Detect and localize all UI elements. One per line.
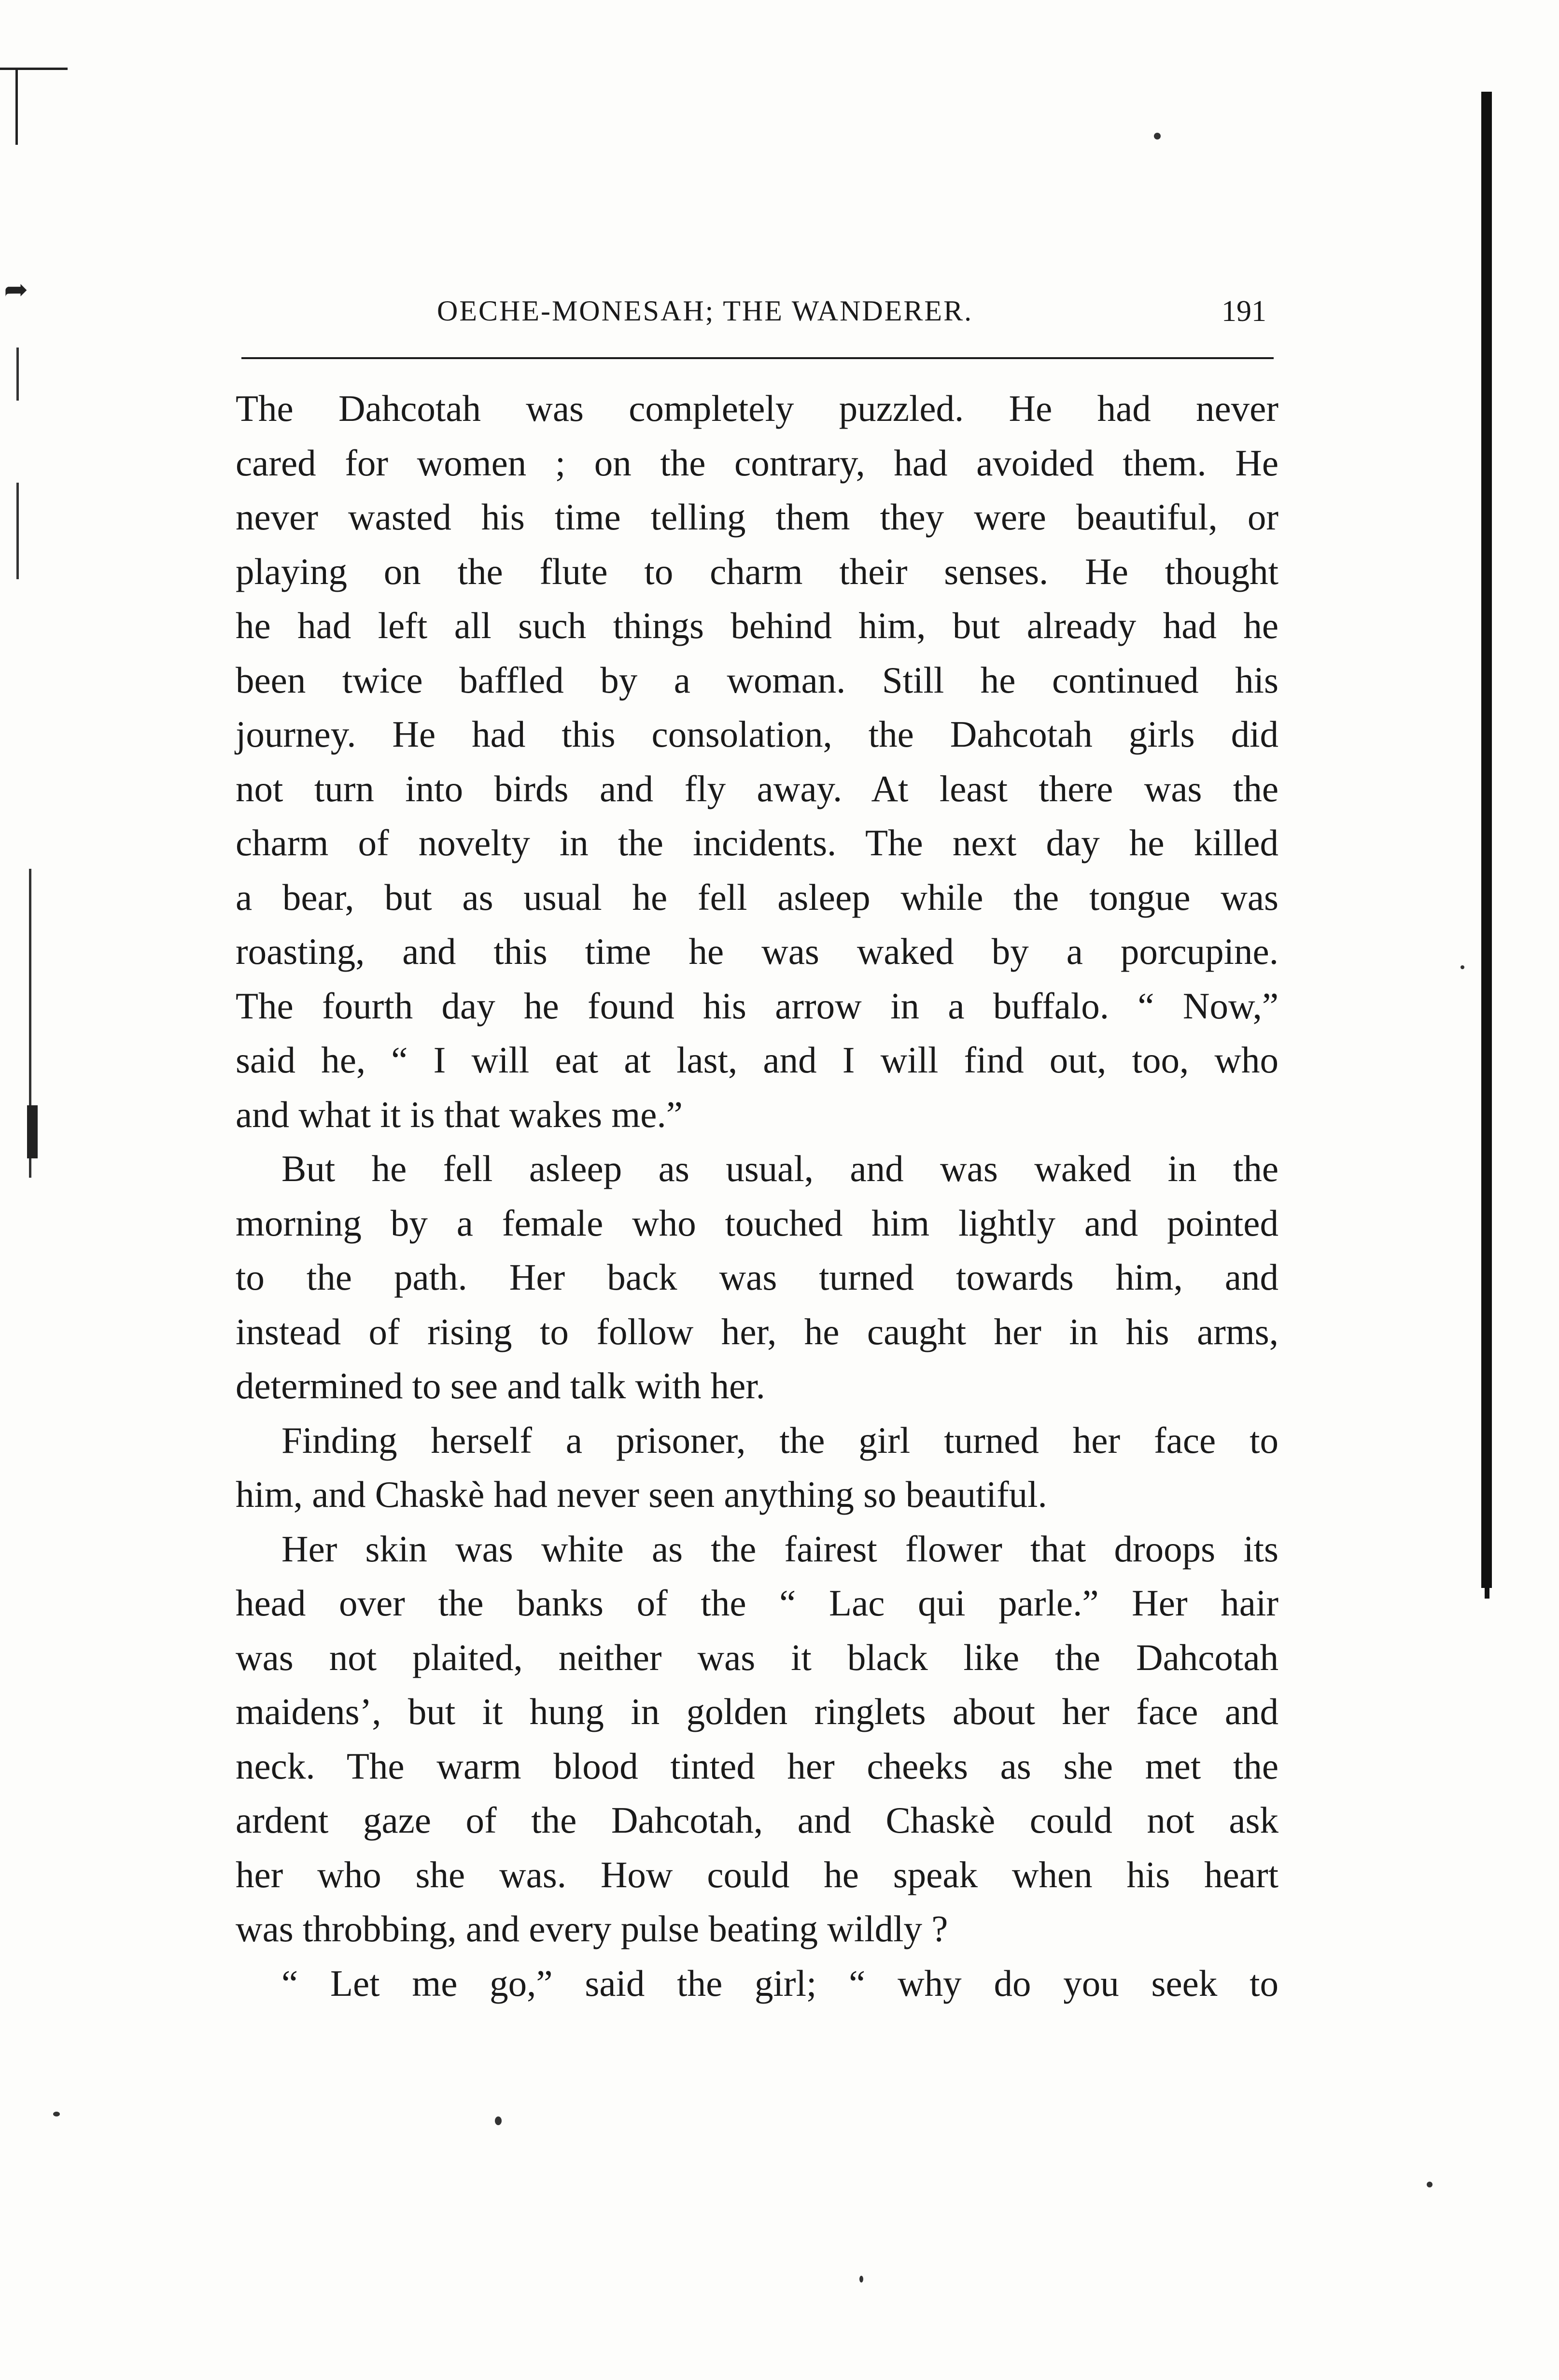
- text-line: and what it is that wakes me.”: [236, 1093, 683, 1135]
- text-line: cared for women ; on the contrary, had avoided them. He: [236, 442, 1278, 484]
- margin-line-fragment: [16, 483, 19, 579]
- text-line: determined to see and talk with her.: [236, 1365, 765, 1406]
- page-number: 191: [1222, 295, 1266, 328]
- paragraph: [236, 381, 1278, 1141]
- body-text: [236, 381, 1278, 2010]
- text-line: to the path. Her back was turned towards him, and: [236, 1256, 1278, 1298]
- text-line: Finding herself a prisoner, the girl turned her face to: [281, 1419, 1278, 1461]
- ink-speck: [53, 2112, 60, 2116]
- text-line: “ Let me go,” said the girl; “ why do you seek to: [281, 1962, 1278, 2004]
- text-line: a bear, but as usual he fell asleep while the tongue was: [236, 876, 1278, 918]
- text-line: said he, “ I will eat at last, and I will find out, too, who: [236, 1039, 1278, 1081]
- header-rule: [241, 357, 1274, 359]
- text-line: head over the banks of the “ Lac qui parle.” Her hair: [236, 1582, 1278, 1624]
- paragraph: [236, 1522, 1278, 1956]
- ink-speck: [1154, 133, 1161, 139]
- text-line: playing on the flute to charm their senses. He thought: [236, 550, 1278, 592]
- ink-speck: [859, 2276, 863, 2283]
- scan-edge-bar: [1481, 92, 1492, 1588]
- text-line: instead of rising to follow her, he caught her in his arms,: [236, 1310, 1278, 1352]
- text-line: The Dahcotah was completely puzzled. He had never: [236, 388, 1278, 429]
- text-line: The fourth day he found his arrow in a buffalo. “ Now,”: [236, 985, 1278, 1027]
- margin-ink-block: [27, 1105, 38, 1158]
- text-line: Her skin was white as the fairest flower that droops its: [281, 1528, 1278, 1570]
- paragraph: [236, 1413, 1278, 1522]
- text-line: ardent gaze of the Dahcotah, and Chaskè could not ask: [236, 1799, 1278, 1841]
- crop-mark-horizontal: [0, 68, 68, 70]
- text-line: him, and Chaskè had never seen anything so beautiful.: [236, 1474, 1047, 1515]
- paragraph: [236, 1956, 1278, 2011]
- text-line: was throbbing, and every pulse beating wildly ?: [236, 1908, 948, 1949]
- running-head-title: OECHE-MONESAH; THE WANDERER.: [437, 295, 973, 327]
- text-line: journey. He had this consolation, the Dahcotah girls did: [236, 713, 1278, 755]
- ink-speck: [1461, 965, 1464, 969]
- ink-speck: [495, 2116, 502, 2125]
- text-line: charm of novelty in the incidents. The next day he killed: [236, 822, 1278, 863]
- text-line: But he fell asleep as usual, and was waked in the: [281, 1148, 1278, 1189]
- ink-speck: [1427, 2182, 1433, 2187]
- text-line: been twice baffled by a woman. Still he continued his: [236, 659, 1278, 701]
- margin-line-fragment: [16, 348, 19, 401]
- margin-arrow-icon: ➦: [4, 274, 28, 306]
- scan-edge-mark: [1485, 1588, 1489, 1599]
- text-line: morning by a female who touched him lightly and pointed: [236, 1202, 1278, 1244]
- text-line: her who she was. How could he speak when his heart: [236, 1853, 1278, 1895]
- crop-mark-vertical: [15, 68, 18, 145]
- text-line: neck. The warm blood tinted her cheeks as she met the: [236, 1745, 1278, 1787]
- text-line: roasting, and this time he was waked by a porcupine.: [236, 931, 1278, 972]
- paragraph: [236, 1141, 1278, 1413]
- text-line: was not plaited, neither was it black like the Dahcotah: [236, 1636, 1278, 1678]
- text-line: never wasted his time telling them they were beautiful, or: [236, 496, 1278, 538]
- text-line: maidens’, but it hung in golden ringlets about her face and: [236, 1691, 1278, 1732]
- text-line: not turn into birds and fly away. At least there was the: [236, 767, 1278, 809]
- text-line: he had left all such things behind him, but already had he: [236, 605, 1278, 646]
